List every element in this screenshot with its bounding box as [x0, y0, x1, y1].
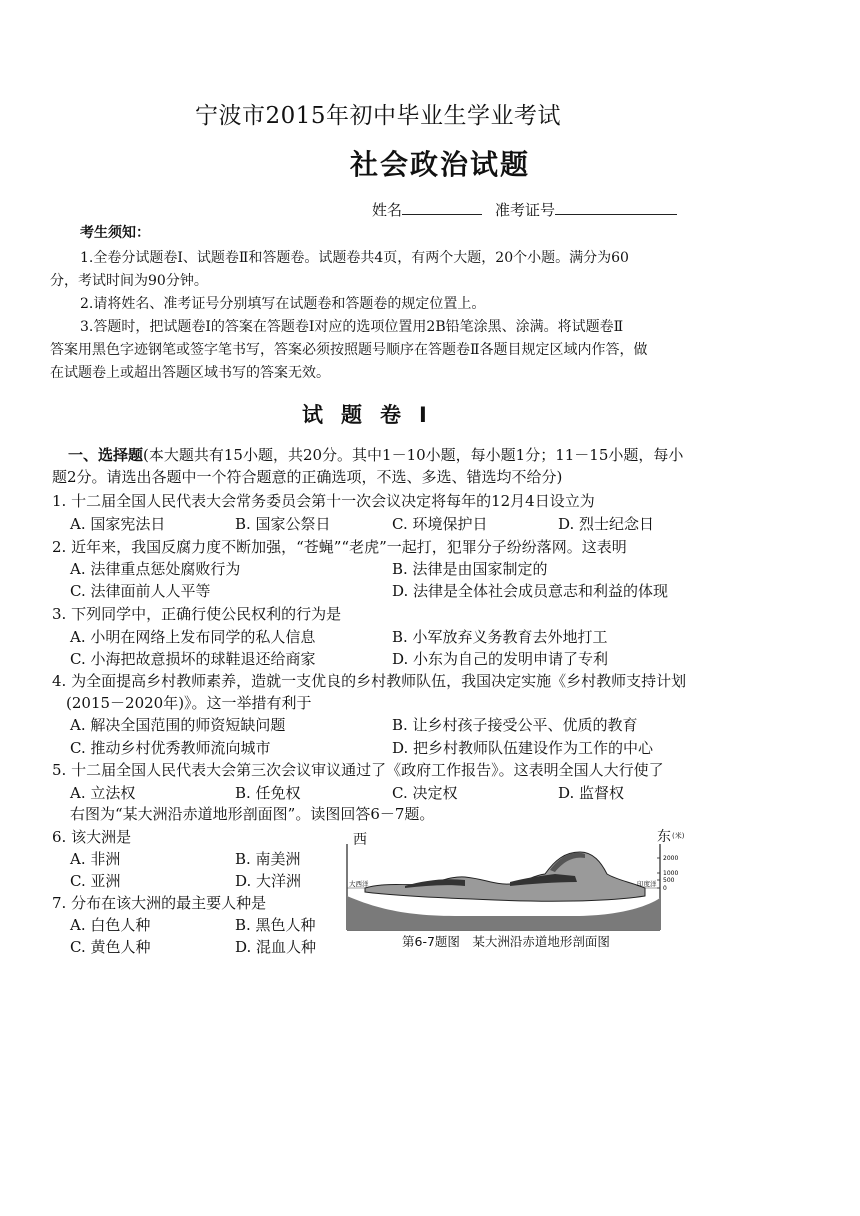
indian-ocean-label: 印度洋: [637, 880, 657, 888]
exam-id-blank[interactable]: [555, 200, 677, 215]
exam-title: 宁波市2015年初中毕业生学业考试: [195, 103, 562, 129]
figure-east-label: 东: [657, 829, 671, 845]
q6-option-a[interactable]: A. 非洲: [70, 850, 121, 868]
q5-option-b[interactable]: B. 任免权: [235, 784, 301, 802]
q2-option-c[interactable]: C. 法律面前人人平等: [70, 582, 211, 600]
q5-option-c[interactable]: C. 决定权: [392, 784, 458, 802]
question-7-stem: 7. 分布在该大洲的最主要人种是: [52, 894, 267, 912]
figure-intro: 右图为“某大洲沿赤道地形剖面图”。读图回答6－7题。: [70, 805, 435, 823]
q1-option-b[interactable]: B. 国家公祭日: [235, 515, 331, 533]
q1-option-c[interactable]: C. 环境保护日: [392, 515, 488, 533]
section-title: 试题卷Ⅰ: [302, 403, 445, 427]
q2-option-b[interactable]: B. 法律是由国家制定的: [392, 560, 548, 578]
q4-option-d[interactable]: D. 把乡村教师队伍建设作为工作的中心: [392, 739, 654, 757]
q2-option-d[interactable]: D. 法律是全体社会成员意志和利益的体现: [392, 582, 669, 600]
section-intro-text: (本大题共有15小题，共20分。其中1－10小题，每小题1分；11－15小题，每小: [143, 446, 684, 464]
subject-title: 社会政治试题: [350, 148, 531, 181]
scale-tick-0: 0: [663, 885, 667, 892]
q4-option-c[interactable]: C. 推动乡村优秀教师流向城市: [70, 739, 271, 757]
question-4-stem: 4. 为全面提高乡村教师素养，造就一支优良的乡村教师队伍，我国决定实施《乡村教师支持计划: [52, 672, 687, 690]
q3-option-c[interactable]: C. 小海把故意损坏的球鞋退还给商家: [70, 650, 316, 668]
exam-id-field[interactable]: [495, 199, 677, 220]
section-intro: [68, 444, 683, 465]
name-field[interactable]: [372, 199, 482, 220]
scale-tick-2000: 2000: [663, 855, 679, 862]
terrain-profile-figure: [345, 830, 679, 932]
question-6-stem: 6. 该大洲是: [52, 828, 132, 846]
q5-option-a[interactable]: A. 立法权: [70, 784, 136, 802]
atlantic-label: 大西洋: [349, 880, 369, 888]
q7-option-c[interactable]: C. 黄色人种: [70, 938, 151, 956]
q3-option-b[interactable]: B. 小军放弃义务教育去外地打工: [392, 628, 608, 646]
notice-line: 在试题卷上或超出答题区域书写的答案无效。: [50, 365, 330, 381]
q6-option-c[interactable]: C. 亚洲: [70, 872, 121, 890]
q1-option-d[interactable]: D. 烈士纪念日: [558, 515, 655, 533]
q7-option-d[interactable]: D. 混血人种: [235, 938, 317, 956]
q3-option-d[interactable]: D. 小东为自己的发明申请了专利: [392, 650, 609, 668]
question-3-stem: 3. 下列同学中，正确行使公民权利的行为是: [52, 605, 342, 623]
question-5-stem: 5. 十二届全国人民代表大会第三次会议审议通过了《政府工作报告》。这表明全国人大行使了: [52, 761, 664, 779]
q7-option-a[interactable]: A. 白色人种: [70, 916, 151, 934]
q6-option-d[interactable]: D. 大洋洲: [235, 872, 302, 890]
question-4-stem-cont: (2015－2020年)》。这一举措有利于: [66, 694, 312, 712]
notice-line: 分，考试时间为90分钟。: [50, 273, 208, 289]
q2-option-a[interactable]: A. 法律重点惩处腐败行为: [70, 560, 241, 578]
section-intro-line2: 题2分。请选出各题中一个符合题意的正确选项，不选、多选、错选均不给分): [52, 468, 563, 486]
notice-line: 答案用黑色字迹钢笔或签字笔书写，答案必须按照题号顺序在答题卷Ⅱ各题目规定区域内作答，做: [50, 342, 648, 358]
figure-caption: 第6-7题图 某大洲沿赤道地形剖面图: [402, 934, 610, 949]
scale-tick-500: 500: [663, 877, 675, 884]
section-intro-bold: 一、选择题: [68, 446, 144, 464]
figure-west-label: 西: [353, 832, 367, 848]
notice-title: 考生须知：: [80, 225, 150, 241]
q4-option-b[interactable]: B. 让乡村孩子接受公平、优质的教育: [392, 716, 638, 734]
question-2-stem: 2. 近年来，我国反腐力度不断加强，“苍蝇”“老虎”一起打，犯罪分子纷纷落网。这表明: [52, 538, 627, 556]
q4-option-a[interactable]: A. 解决全国范围的师资短缺问题: [70, 716, 286, 734]
q6-option-b[interactable]: B. 南美洲: [235, 850, 301, 868]
name-blank[interactable]: [402, 200, 482, 215]
q5-option-d[interactable]: D. 监督权: [558, 784, 625, 802]
scale-tick-1000: 1000: [663, 870, 679, 877]
notice-line: 2.请将姓名、准考证号分别填写在试题卷和答题卷的规定位置上。: [80, 296, 486, 312]
exam-id-label: 准考证号: [495, 201, 556, 219]
notice-line: 1.全卷分试题卷Ⅰ、试题卷Ⅱ和答题卷。试题卷共4页，有两个大题，20个小题。满分为60: [80, 250, 629, 266]
figure-unit-label: (米): [672, 832, 685, 840]
name-label: 姓名: [372, 201, 403, 219]
q7-option-b[interactable]: B. 黑色人种: [235, 916, 316, 934]
notice-line: 3.答题时，把试题卷Ⅰ的答案在答题卷Ⅰ对应的选项位置用2B铅笔涂黑、涂满。将试题卷Ⅱ: [80, 319, 624, 335]
question-1-stem: 1. 十二届全国人民代表大会常务委员会第十一次会议决定将每年的12月4日设立为: [52, 492, 595, 510]
q1-option-a[interactable]: A. 国家宪法日: [70, 515, 166, 533]
q3-option-a[interactable]: A. 小明在网络上发布同学的私人信息: [70, 628, 316, 646]
